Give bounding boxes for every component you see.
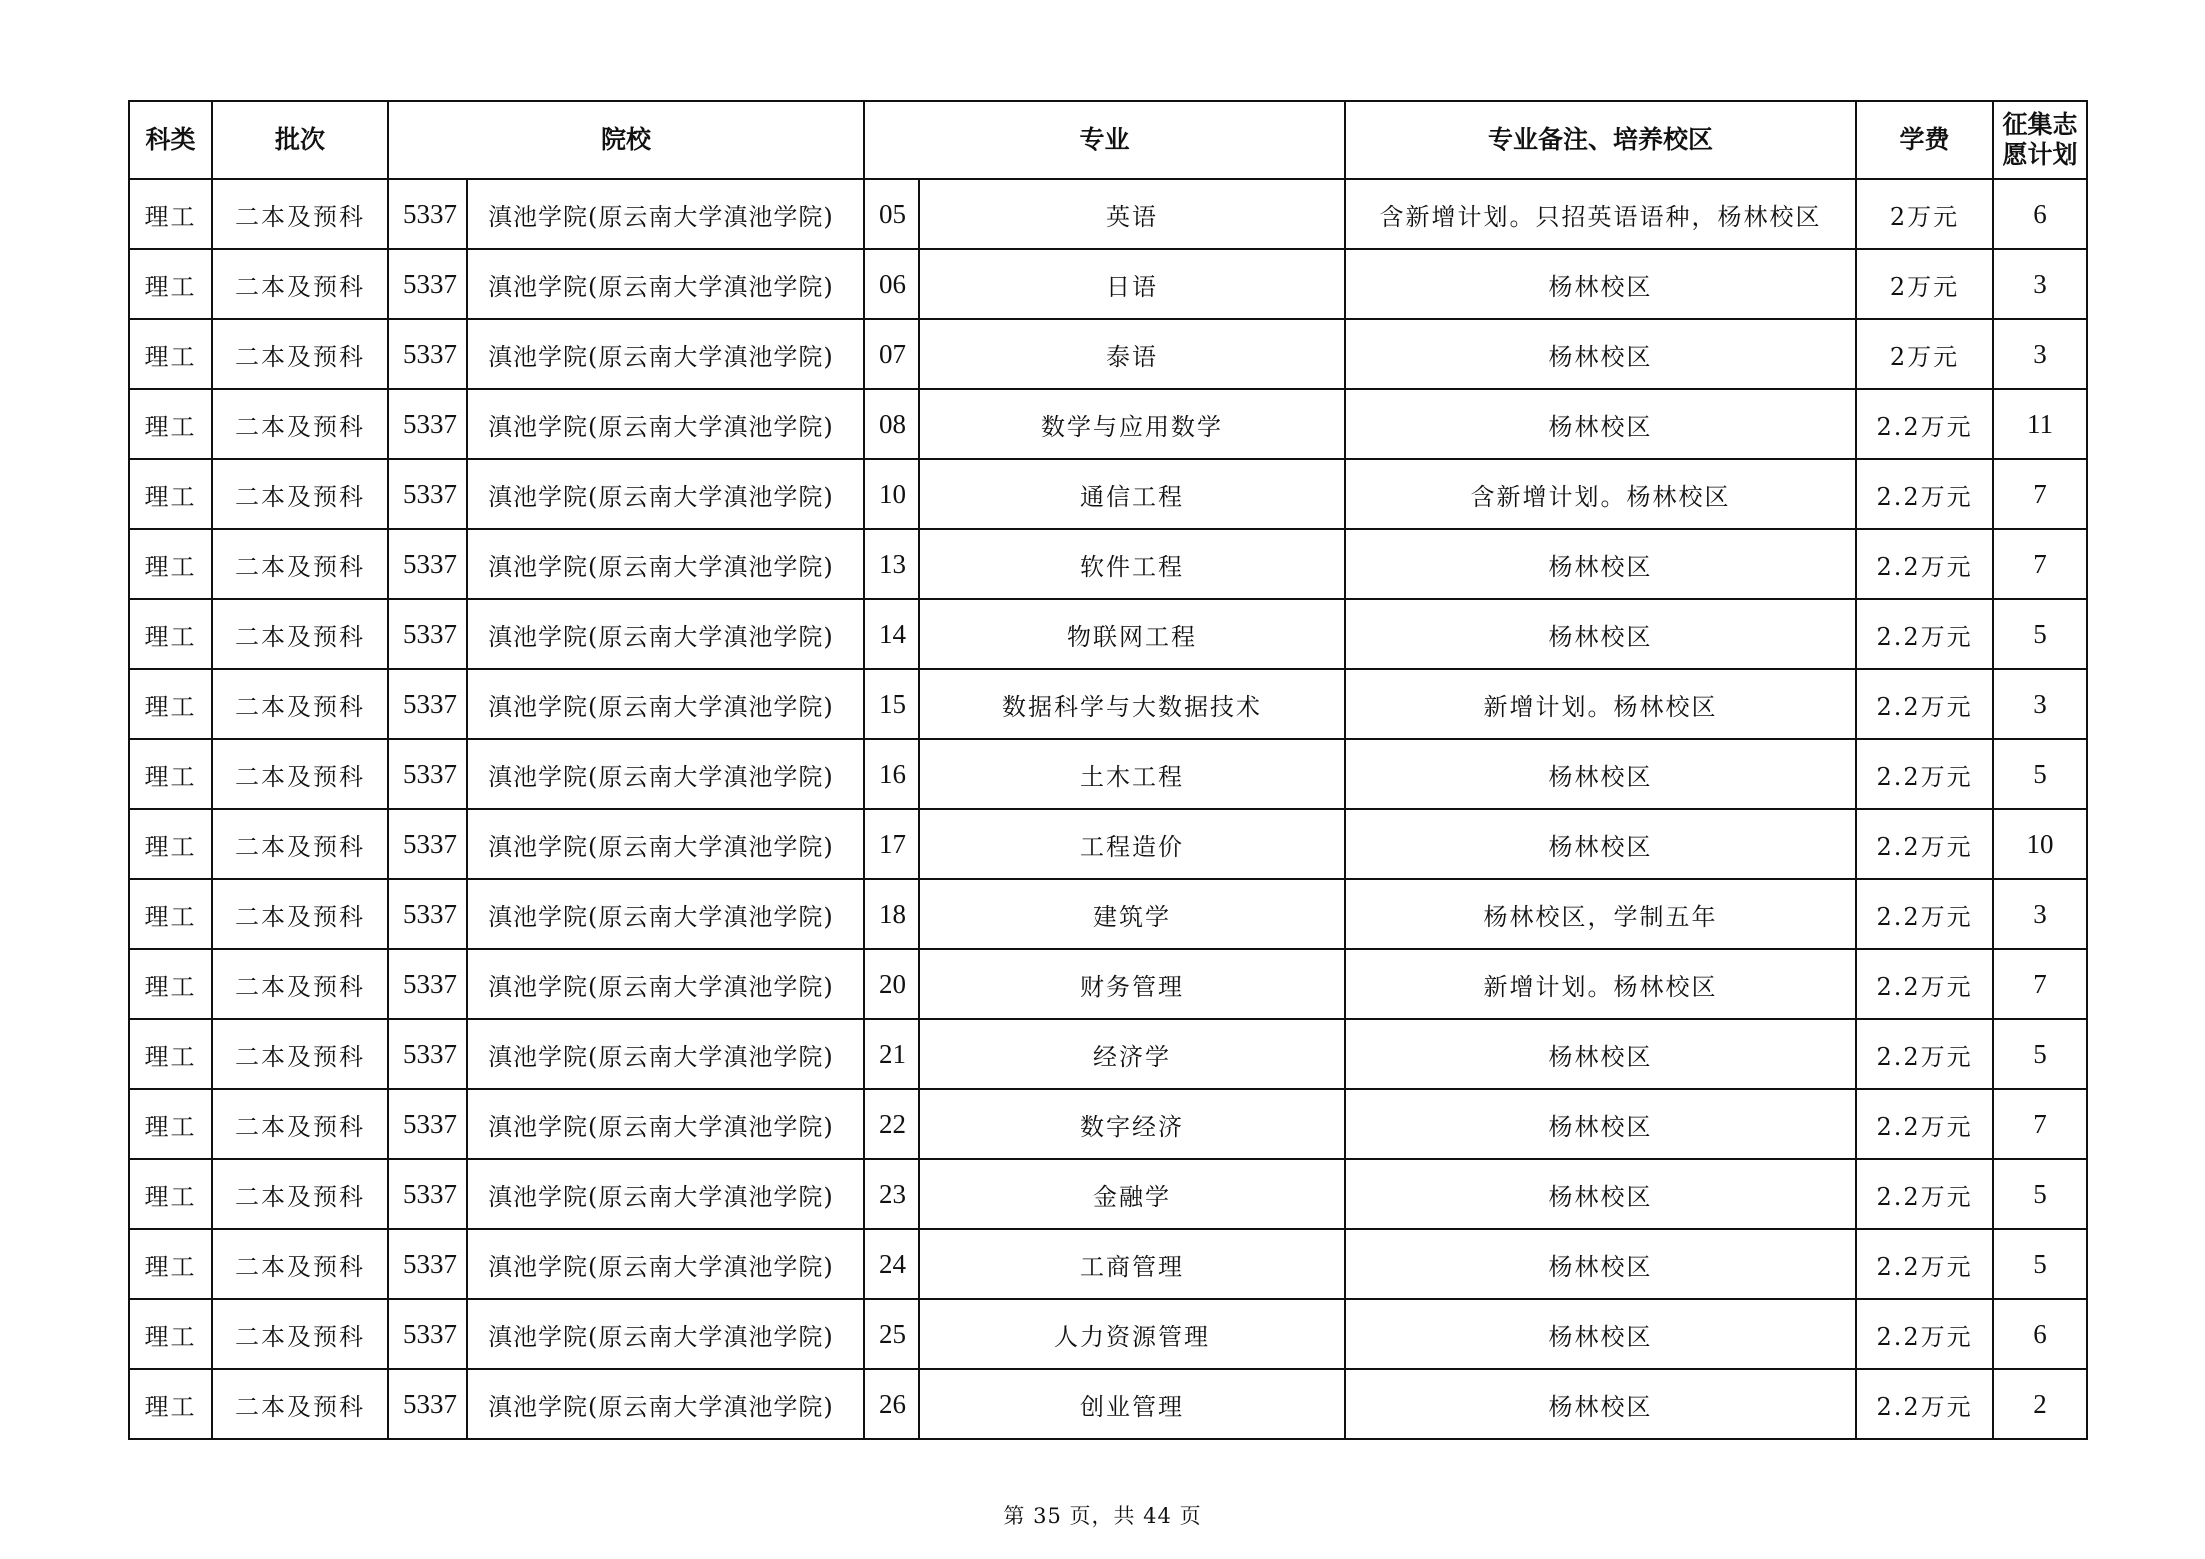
admission-plan-table-wrap [128, 100, 2086, 1440]
cell-category: 理工 [129, 1369, 212, 1439]
cell-remark: 新增计划。杨林校区 [1345, 669, 1856, 739]
header-remark: 专业备注、培养校区 [1345, 101, 1856, 179]
cell-major-name: 财务管理 [919, 949, 1345, 1019]
cell-batch: 二本及预科 [212, 1159, 388, 1229]
cell-plan: 7 [1993, 949, 2087, 1019]
cell-school-code: 5337 [388, 529, 467, 599]
cell-batch: 二本及预科 [212, 949, 388, 1019]
cell-fee: 2.2万元 [1856, 1019, 1993, 1089]
cell-major-code: 25 [864, 1299, 919, 1369]
cell-batch: 二本及预科 [212, 879, 388, 949]
cell-category: 理工 [129, 179, 212, 249]
cell-school-name: 滇池学院(原云南大学滇池学院) [467, 1229, 864, 1299]
cell-school-name: 滇池学院(原云南大学滇池学院) [467, 669, 864, 739]
cell-major-code: 10 [864, 459, 919, 529]
table-row [129, 669, 2087, 739]
cell-school-name: 滇池学院(原云南大学滇池学院) [467, 809, 864, 879]
cell-major-name: 土木工程 [919, 739, 1345, 809]
table-row [129, 949, 2087, 1019]
cell-school-name: 滇池学院(原云南大学滇池学院) [467, 879, 864, 949]
table-row [129, 1229, 2087, 1299]
cell-school-name: 滇池学院(原云南大学滇池学院) [467, 949, 864, 1019]
cell-batch: 二本及预科 [212, 319, 388, 389]
cell-remark: 含新增计划。只招英语语种，杨林校区 [1345, 179, 1856, 249]
cell-school-name: 滇池学院(原云南大学滇池学院) [467, 739, 864, 809]
header-plan: 征集志愿计划 [1993, 101, 2087, 179]
cell-major-code: 20 [864, 949, 919, 1019]
cell-batch: 二本及预科 [212, 179, 388, 249]
cell-major-code: 14 [864, 599, 919, 669]
cell-school-name: 滇池学院(原云南大学滇池学院) [467, 459, 864, 529]
cell-school-name: 滇池学院(原云南大学滇池学院) [467, 599, 864, 669]
table-row [129, 459, 2087, 529]
cell-fee: 2.2万元 [1856, 1299, 1993, 1369]
cell-major-name: 物联网工程 [919, 599, 1345, 669]
cell-major-code: 16 [864, 739, 919, 809]
cell-fee: 2.2万元 [1856, 949, 1993, 1019]
cell-school-name: 滇池学院(原云南大学滇池学院) [467, 1369, 864, 1439]
cell-plan: 11 [1993, 389, 2087, 459]
cell-major-code: 13 [864, 529, 919, 599]
cell-batch: 二本及预科 [212, 389, 388, 459]
cell-major-code: 22 [864, 1089, 919, 1159]
header-row [129, 101, 2087, 179]
cell-plan: 5 [1993, 1159, 2087, 1229]
cell-batch: 二本及预科 [212, 1299, 388, 1369]
cell-category: 理工 [129, 249, 212, 319]
table-header [129, 101, 2087, 179]
cell-category: 理工 [129, 1159, 212, 1229]
cell-school-code: 5337 [388, 1089, 467, 1159]
page-number: 第 35 页，共 44 页 [1003, 1504, 1202, 1528]
admission-plan-table [128, 100, 2088, 1440]
cell-major-code: 26 [864, 1369, 919, 1439]
cell-remark: 杨林校区 [1345, 1019, 1856, 1089]
cell-fee: 2.2万元 [1856, 669, 1993, 739]
cell-major-name: 泰语 [919, 319, 1345, 389]
cell-major-name: 通信工程 [919, 459, 1345, 529]
cell-category: 理工 [129, 1299, 212, 1369]
cell-fee: 2.2万元 [1856, 739, 1993, 809]
cell-category: 理工 [129, 389, 212, 459]
table-body [129, 179, 2087, 1439]
cell-fee: 2.2万元 [1856, 599, 1993, 669]
table-row [129, 249, 2087, 319]
cell-batch: 二本及预科 [212, 529, 388, 599]
cell-school-name: 滇池学院(原云南大学滇池学院) [467, 319, 864, 389]
table-row [129, 319, 2087, 389]
cell-major-code: 24 [864, 1229, 919, 1299]
cell-remark: 杨林校区，学制五年 [1345, 879, 1856, 949]
cell-remark: 杨林校区 [1345, 1369, 1856, 1439]
cell-plan: 5 [1993, 599, 2087, 669]
header-category: 科类 [129, 101, 212, 179]
cell-remark: 含新增计划。杨林校区 [1345, 459, 1856, 529]
cell-fee: 2.2万元 [1856, 389, 1993, 459]
cell-category: 理工 [129, 529, 212, 599]
cell-plan: 5 [1993, 739, 2087, 809]
cell-plan: 3 [1993, 879, 2087, 949]
table-row [129, 529, 2087, 599]
cell-category: 理工 [129, 669, 212, 739]
cell-school-code: 5337 [388, 389, 467, 459]
cell-major-name: 数据科学与大数据技术 [919, 669, 1345, 739]
header-major: 专业 [864, 101, 1345, 179]
cell-fee: 2.2万元 [1856, 879, 1993, 949]
cell-major-code: 06 [864, 249, 919, 319]
cell-batch: 二本及预科 [212, 1089, 388, 1159]
cell-plan: 2 [1993, 1369, 2087, 1439]
cell-batch: 二本及预科 [212, 739, 388, 809]
cell-remark: 杨林校区 [1345, 1229, 1856, 1299]
cell-school-code: 5337 [388, 739, 467, 809]
cell-remark: 杨林校区 [1345, 1089, 1856, 1159]
cell-major-name: 经济学 [919, 1019, 1345, 1089]
table-row [129, 1159, 2087, 1229]
cell-fee: 2.2万元 [1856, 529, 1993, 599]
cell-fee: 2.2万元 [1856, 459, 1993, 529]
header-school: 院校 [388, 101, 864, 179]
cell-school-code: 5337 [388, 459, 467, 529]
cell-school-code: 5337 [388, 1299, 467, 1369]
cell-plan: 10 [1993, 809, 2087, 879]
cell-category: 理工 [129, 459, 212, 529]
cell-major-code: 07 [864, 319, 919, 389]
table-row [129, 599, 2087, 669]
cell-major-code: 05 [864, 179, 919, 249]
cell-school-name: 滇池学院(原云南大学滇池学院) [467, 1159, 864, 1229]
table-row [129, 179, 2087, 249]
cell-school-name: 滇池学院(原云南大学滇池学院) [467, 1299, 864, 1369]
cell-category: 理工 [129, 739, 212, 809]
cell-batch: 二本及预科 [212, 1229, 388, 1299]
cell-major-name: 软件工程 [919, 529, 1345, 599]
cell-school-code: 5337 [388, 1019, 467, 1089]
cell-batch: 二本及预科 [212, 459, 388, 529]
cell-remark: 杨林校区 [1345, 1159, 1856, 1229]
cell-category: 理工 [129, 319, 212, 389]
cell-school-code: 5337 [388, 599, 467, 669]
table-row [129, 879, 2087, 949]
cell-batch: 二本及预科 [212, 1019, 388, 1089]
cell-remark: 杨林校区 [1345, 529, 1856, 599]
cell-fee: 2万元 [1856, 179, 1993, 249]
cell-school-code: 5337 [388, 949, 467, 1019]
cell-category: 理工 [129, 1089, 212, 1159]
cell-major-code: 17 [864, 809, 919, 879]
cell-school-name: 滇池学院(原云南大学滇池学院) [467, 249, 864, 319]
cell-remark: 杨林校区 [1345, 1299, 1856, 1369]
cell-plan: 7 [1993, 529, 2087, 599]
cell-school-code: 5337 [388, 1369, 467, 1439]
cell-remark: 杨林校区 [1345, 809, 1856, 879]
cell-fee: 2.2万元 [1856, 809, 1993, 879]
table-row [129, 1299, 2087, 1369]
cell-major-code: 08 [864, 389, 919, 459]
cell-school-name: 滇池学院(原云南大学滇池学院) [467, 529, 864, 599]
cell-major-name: 数学与应用数学 [919, 389, 1345, 459]
header-batch: 批次 [212, 101, 388, 179]
cell-school-name: 滇池学院(原云南大学滇池学院) [467, 1019, 864, 1089]
cell-fee: 2万元 [1856, 319, 1993, 389]
cell-major-name: 创业管理 [919, 1369, 1345, 1439]
cell-major-name: 金融学 [919, 1159, 1345, 1229]
cell-school-code: 5337 [388, 669, 467, 739]
cell-batch: 二本及预科 [212, 599, 388, 669]
cell-fee: 2万元 [1856, 249, 1993, 319]
cell-category: 理工 [129, 879, 212, 949]
cell-major-name: 建筑学 [919, 879, 1345, 949]
cell-remark: 杨林校区 [1345, 599, 1856, 669]
cell-major-name: 人力资源管理 [919, 1299, 1345, 1369]
cell-fee: 2.2万元 [1856, 1229, 1993, 1299]
cell-category: 理工 [129, 809, 212, 879]
cell-major-code: 18 [864, 879, 919, 949]
cell-major-code: 23 [864, 1159, 919, 1229]
cell-category: 理工 [129, 1019, 212, 1089]
cell-remark: 杨林校区 [1345, 739, 1856, 809]
cell-plan: 7 [1993, 1089, 2087, 1159]
cell-school-code: 5337 [388, 809, 467, 879]
cell-school-code: 5337 [388, 1159, 467, 1229]
cell-category: 理工 [129, 599, 212, 669]
cell-remark: 新增计划。杨林校区 [1345, 949, 1856, 1019]
cell-school-name: 滇池学院(原云南大学滇池学院) [467, 179, 864, 249]
cell-batch: 二本及预科 [212, 809, 388, 879]
table-row [129, 1369, 2087, 1439]
header-fee: 学费 [1856, 101, 1993, 179]
cell-remark: 杨林校区 [1345, 249, 1856, 319]
cell-plan: 7 [1993, 459, 2087, 529]
cell-school-name: 滇池学院(原云南大学滇池学院) [467, 1089, 864, 1159]
cell-plan: 6 [1993, 179, 2087, 249]
cell-remark: 杨林校区 [1345, 319, 1856, 389]
cell-school-code: 5337 [388, 249, 467, 319]
table-row [129, 1089, 2087, 1159]
cell-major-name: 英语 [919, 179, 1345, 249]
cell-fee: 2.2万元 [1856, 1369, 1993, 1439]
cell-batch: 二本及预科 [212, 249, 388, 319]
cell-batch: 二本及预科 [212, 1369, 388, 1439]
cell-batch: 二本及预科 [212, 669, 388, 739]
cell-plan: 6 [1993, 1299, 2087, 1369]
cell-category: 理工 [129, 949, 212, 1019]
cell-major-code: 21 [864, 1019, 919, 1089]
cell-remark: 杨林校区 [1345, 389, 1856, 459]
cell-fee: 2.2万元 [1856, 1089, 1993, 1159]
table-row [129, 1019, 2087, 1089]
cell-school-code: 5337 [388, 1229, 467, 1299]
cell-plan: 3 [1993, 669, 2087, 739]
cell-plan: 5 [1993, 1229, 2087, 1299]
cell-major-name: 日语 [919, 249, 1345, 319]
cell-major-name: 工程造价 [919, 809, 1345, 879]
cell-plan: 3 [1993, 249, 2087, 319]
cell-plan: 5 [1993, 1019, 2087, 1089]
cell-school-name: 滇池学院(原云南大学滇池学院) [467, 389, 864, 459]
table-row [129, 389, 2087, 459]
cell-plan: 3 [1993, 319, 2087, 389]
table-row [129, 809, 2087, 879]
cell-category: 理工 [129, 1229, 212, 1299]
cell-major-name: 工商管理 [919, 1229, 1345, 1299]
table-row [129, 739, 2087, 809]
cell-school-code: 5337 [388, 319, 467, 389]
cell-major-name: 数字经济 [919, 1089, 1345, 1159]
cell-major-code: 15 [864, 669, 919, 739]
cell-school-code: 5337 [388, 179, 467, 249]
cell-school-code: 5337 [388, 879, 467, 949]
cell-fee: 2.2万元 [1856, 1159, 1993, 1229]
